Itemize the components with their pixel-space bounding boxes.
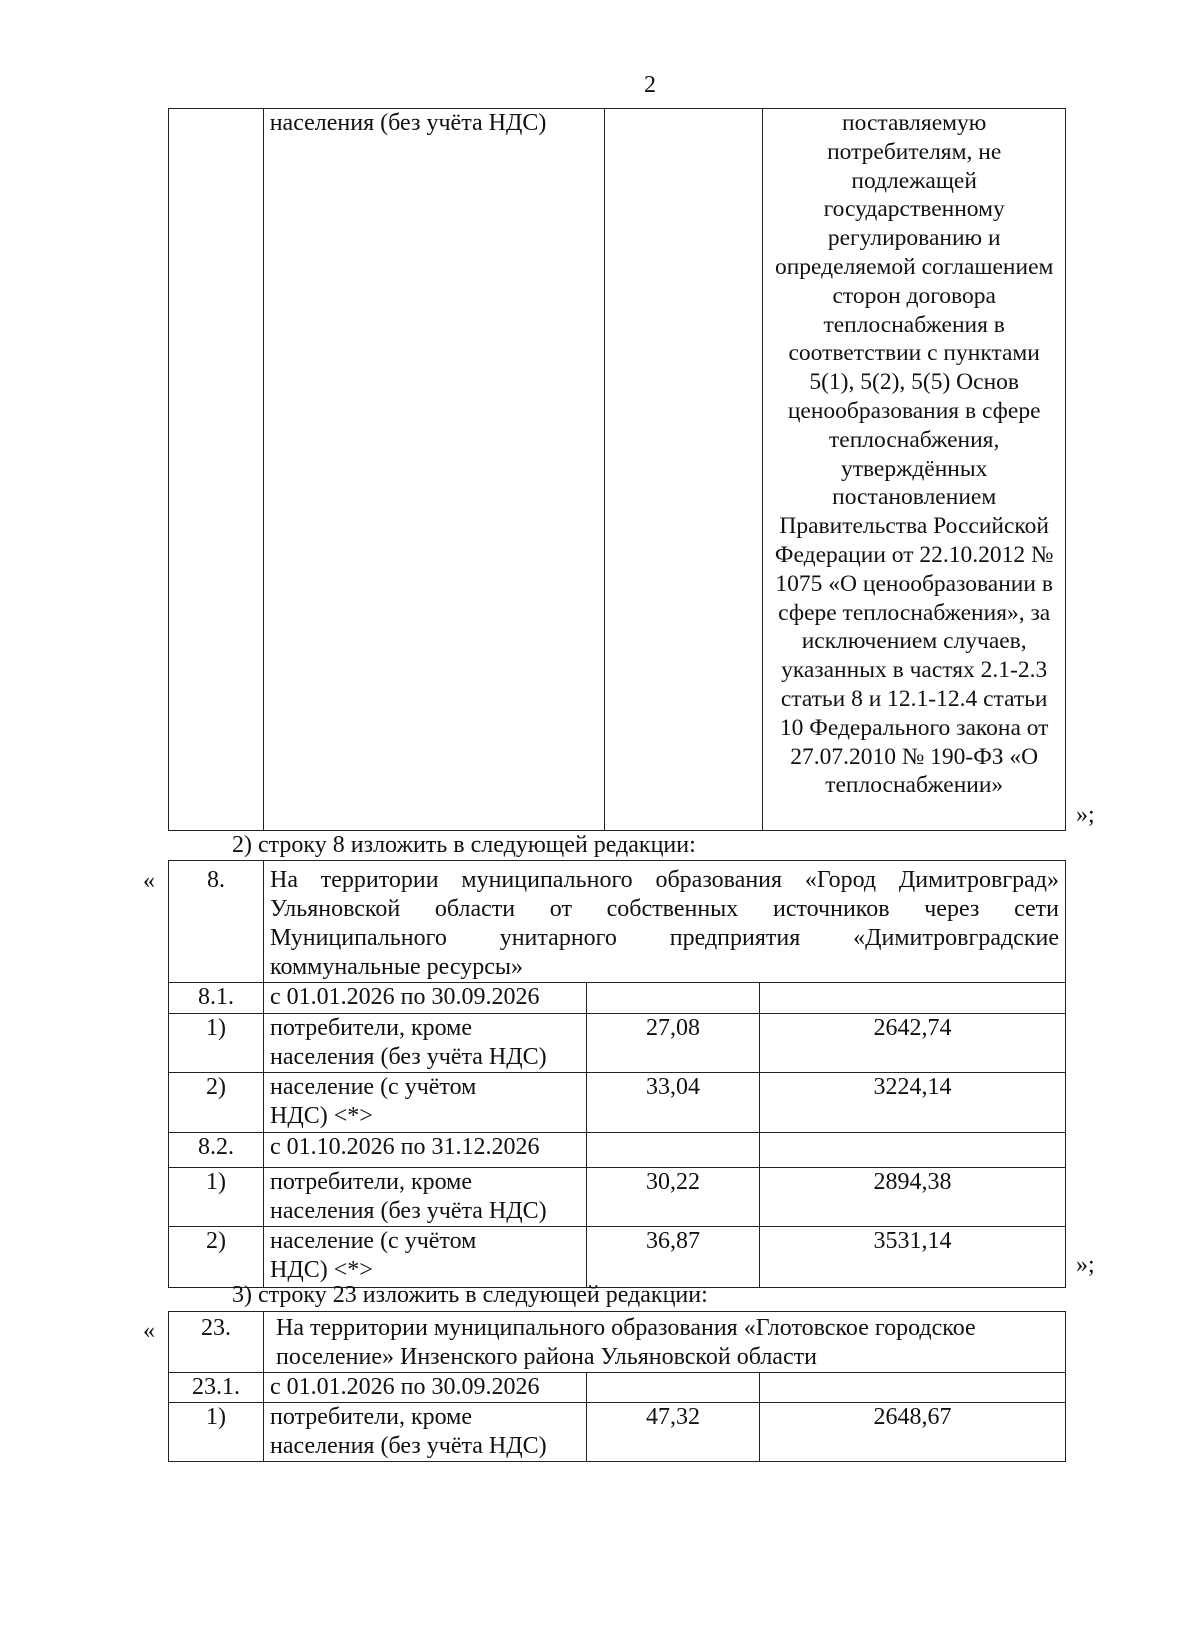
row8-2-1-label: потребители, кроме населения (без учёта НДС)	[264, 1168, 587, 1227]
open-quote-8: «	[143, 868, 155, 894]
row8-2-2-label: население (с учётом НДС) <*>	[264, 1227, 587, 1288]
row8-1-1-label: потребители, кроме населения (без учёта НДС)	[264, 1014, 587, 1073]
row8-2-2-v1: 36,87	[587, 1227, 760, 1288]
top-col1	[169, 109, 264, 831]
row8-heading: На территории муниципального образования «Город Димитровград» Ульяновской области от собственных источников через сети Муниципального унитарного предприятия «Димитровградские коммунальные ресурсы»	[264, 861, 1066, 983]
row23-1-v2	[760, 1373, 1066, 1403]
row8-2-v1	[587, 1133, 760, 1168]
row23-heading: На территории муниципального образования «Глотовское городское поселение» Инзенского района Ульяновской области	[264, 1312, 1066, 1373]
row8-1-1-v2: 2642,74	[760, 1014, 1066, 1073]
row8-1-2-num: 2)	[169, 1073, 264, 1133]
row23-1-v1	[587, 1373, 760, 1403]
row8-1-v1	[587, 983, 760, 1014]
row23-1-1-v1: 47,32	[587, 1403, 760, 1462]
page-number: 2	[644, 72, 656, 98]
paragraph-3: 3) строку 23 изложить в следующей редакции:	[232, 1282, 708, 1308]
row8-1-1-v1: 27,08	[587, 1014, 760, 1073]
row8-2-v2	[760, 1133, 1066, 1168]
row8-1-2-v1: 33,04	[587, 1073, 760, 1133]
row23-1-label: с 01.01.2026 по 30.09.2026	[264, 1373, 587, 1403]
paragraph-2: 2) строку 8 изложить в следующей редакции:	[232, 832, 696, 858]
row23-1-1-label: потребители, кроме населения (без учёта НДС)	[264, 1403, 587, 1462]
row8-num: 8.	[169, 861, 264, 983]
row8-2-1-v2: 2894,38	[760, 1168, 1066, 1227]
top-col3	[604, 109, 762, 831]
row23-1-1-v2: 2648,67	[760, 1403, 1066, 1462]
row8-1-num: 8.1.	[169, 983, 264, 1014]
row8-2-1-v1: 30,22	[587, 1168, 760, 1227]
top-close-quote: »;	[1076, 802, 1095, 828]
table-8	[168, 860, 1066, 1288]
row8-2-label: с 01.10.2026 по 31.12.2026	[264, 1133, 587, 1168]
table8-close-quote: »;	[1076, 1252, 1095, 1278]
row8-2-2-v2: 3531,14	[760, 1227, 1066, 1288]
row8-1-v2	[760, 983, 1066, 1014]
row8-1-1-num: 1)	[169, 1014, 264, 1073]
row23-1-num: 23.1.	[169, 1373, 264, 1403]
row23-1-1-num: 1)	[169, 1403, 264, 1462]
table-23	[168, 1311, 1066, 1462]
row23-num: 23.	[169, 1312, 264, 1373]
open-quote-23: «	[143, 1318, 155, 1344]
row8-2-1-num: 1)	[169, 1168, 264, 1227]
row8-1-2-v2: 3224,14	[760, 1073, 1066, 1133]
row8-1-label: с 01.01.2026 по 30.09.2026	[264, 983, 587, 1014]
top-table	[168, 108, 1066, 831]
top-col4: поставляемую потребителям, не подлежащей государственному регулированию и определяемой соглашением сторон договора теплоснабжения в соответствии с пунктами 5(1), 5(2), 5(5) Основ ценообразования в сфере теплоснабжения, утверждённых постановлением Правительства Российской Федерации от 22.10.2012 № 1075 «О ценообразовании в сфере теплоснабжения», за исключением случаев, указанных в частях 2.1-2.3 статьи 8 и 12.1-12.4 статьи 10 Федерального закона от 27.07.2010 № 190-ФЗ «О теплоснабжении»	[763, 109, 1066, 831]
row8-2-num: 8.2.	[169, 1133, 264, 1168]
row8-1-2-label: население (с учётом НДС) <*>	[264, 1073, 587, 1133]
top-col2: населения (без учёта НДС)	[263, 109, 604, 831]
row8-2-2-num: 2)	[169, 1227, 264, 1288]
